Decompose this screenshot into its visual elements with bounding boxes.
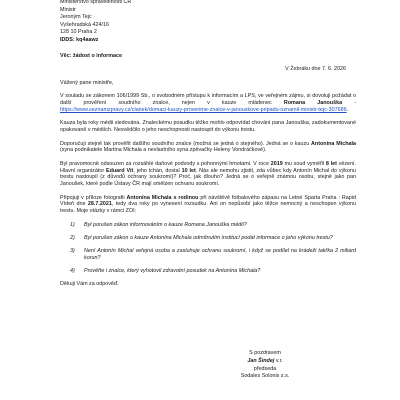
- recipient-street: Vyšehradská 424/16: [60, 21, 109, 28]
- p4-year: 2019: [270, 160, 283, 167]
- recipient-org: Ministerstvo spravedlnosti ČR: [60, 0, 132, 5]
- list-item: [70, 222, 356, 229]
- p5-end: , tedy dva roky po vynesení rozsudku. Ani on nepůsobí jako těžce nemocný a neschopen výkonu trestu. Moje otázky v rámci ZOI:: [60, 201, 356, 215]
- letter-subject: Věc: žádost o informace: [60, 53, 123, 59]
- greeting: Vážený pane ministře,: [60, 80, 114, 86]
- p4-text-3: vězení. Hlavní organizátor: [60, 160, 357, 174]
- letter-body: [60, 80, 356, 294]
- article-link[interactable]: https://www.seznamzpravy.cz/clanek/domaci-kauzy-proverime-znalce-v-janouskove-pripadu-oznamil-ministr-tejc-307686: [60, 106, 347, 113]
- paragraph-request: [60, 93, 356, 113]
- p5-date: 28.7.2021: [87, 201, 112, 208]
- question-number: 3): [70, 247, 75, 254]
- recipient-city: 128 10 Praha 2: [60, 29, 97, 36]
- p4-text: Byl pravomocně odsouzen za rozsáhlé daňové podvody s pohonnými hmotami. V roce: [60, 160, 269, 167]
- recipient-data-box: IDDS: kq4aawz: [60, 36, 99, 43]
- question-text: Byl porušen zákon o kauze Antonína Michala odmítnutím institucí podat informace o jeho výkonu trestu?: [84, 234, 333, 241]
- list-item: [70, 235, 356, 242]
- p1-text: V souladu se zákonem 106/1999 Sb., o svobodném přístupu k informacím a LPS, ve veřejném zájmu, si dovoluji požádat o další prověření soudního znalce, nejen v kauze mládenec: [60, 93, 356, 107]
- paragraph-recommend: [60, 141, 356, 155]
- p3-end: (syna podnikatele Martina Michala a nevlastního syna zpěvačky Heleny Vondráčkové).: [60, 147, 267, 154]
- signer-role: předseda: [253, 365, 277, 372]
- signer-suffix: v.r.: [275, 357, 283, 364]
- recipient-address: [60, 0, 131, 45]
- p1-name: Romana Janouška: [283, 100, 343, 107]
- signer-org: Sodales Solonis z.s.: [240, 373, 290, 380]
- letter-date: V Žebráku dne 7. 6. 2026: [285, 66, 346, 72]
- question-text: Prověřte i znalce, který vyhotovil zdravotní posudek na Antonína Michala?: [84, 267, 261, 274]
- question-text: Byl porušen zákon informováním o kauze Romana Janouška médii?: [84, 221, 247, 228]
- p3-name: Antonína Michala: [311, 140, 356, 147]
- signer-line: [200, 358, 330, 366]
- p4-text-2: mu soud vyměřil: [284, 160, 325, 167]
- paragraph-photo: [60, 195, 356, 215]
- question-number: 1): [70, 221, 75, 228]
- p1-dash: -: [354, 100, 356, 107]
- thanks-line: Děkuji Vám za odpověď.: [60, 281, 119, 288]
- recipient-role: Ministr: [60, 6, 76, 13]
- closing-greeting: S pozdravem: [249, 350, 281, 356]
- p4-name-eduard: Eduard Vít: [106, 167, 134, 174]
- question-number: 4): [70, 267, 75, 274]
- p4-end: . Nás ale nemohu zjistit, zda vůbec kdy Antonín Michal do výkonu trestu nastoupil (z důvodů ochrany soukromí)? Proč, jak dlouho? Jedná se o veřejně známou osobu, stejně jako pan Janoušek, které podle Ústavy ČR mají smělzen ochranu soukromí.: [60, 167, 356, 188]
- paragraph-conviction: [60, 161, 356, 188]
- signer-name: Jan Šindej: [247, 357, 275, 364]
- list-item: [70, 248, 356, 262]
- p5-text-2: při návštěvě fotbalového zápasu na Letné Sparta Praha : Rapid Vídeň dne: [60, 194, 356, 208]
- p5-text: Připojuji v příloze fotografii: [60, 194, 125, 201]
- p1-end: .: [346, 106, 349, 113]
- question-text: Není Antonín Michal veřejná osoba a zasluhuje ochranu soukromí, i když se podílel na krádeži takřka 2 miliard korun?: [84, 247, 356, 261]
- paragraph-case: Kauza byla roky médii sledována. Znaleckému posudku těžko mohlo odpovídat chování pana Janouška, zadokumentované opakovaně v médiích. Nesvědčilo o jeho neschopnosti nastoupit do výkonu trestu.: [60, 120, 356, 134]
- list-item: [70, 268, 356, 275]
- recipient-name: Jeroným Tejc: [60, 14, 92, 21]
- p5-name: Antonína Michala s rodinou: [126, 194, 199, 201]
- question-list: [70, 222, 356, 275]
- question-number: 2): [70, 234, 75, 241]
- p4-sentence-8: 8 let: [325, 160, 337, 167]
- p4-text-4: , jeho tchán, dostal: [133, 167, 180, 174]
- signature-block: [200, 350, 330, 381]
- p3-text: Doporučuji stejně tak prověřit dalšího soudního znalce (možná se jedná o stejného). Jedná se o kauzu: [60, 140, 310, 147]
- p4-sentence-10: 10 let: [181, 167, 196, 174]
